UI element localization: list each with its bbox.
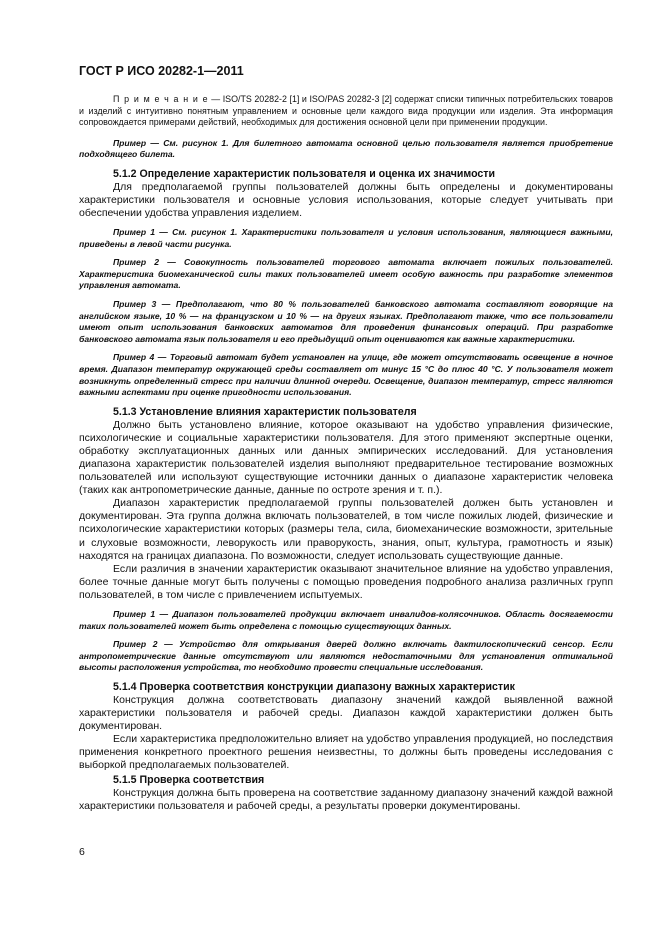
section-paragraph: Если характеристика предположительно влияет на удобство управления продукцией, но последствия применения конкретного проектного решения неизвестны, то должны быть проведены исследования с выборкой предполагаемых пользователей. [79, 733, 613, 772]
section-paragraph: Диапазон характеристик предполагаемой группы пользователей должен быть установлен и документирован. Эта группа должна включать пользователей, в том числе пожилых людей, физические и психологические характеристики которых (размеры тела, сила, биомеханические возможности, зрительные и слуховые возможности, леворукость или праворукость, знания, опыт, культура, грамотность и язык) находятся на границах диапазона. По возможности, следует использовать существующие данные. [79, 497, 613, 562]
example-paragraph: Пример 1 — См. рисунок 1. Характеристики пользователя и условия использования, являющиеся важными, приведены в левой части рисунка. [79, 226, 613, 249]
section-paragraph: Для предполагаемой группы пользователей должны быть определены и документированы характеристики пользователя и основные условия использования, которые следует учитывать при обеспечении удобства управления изделием. [79, 180, 613, 219]
section-paragraph: Конструкция должна быть проверена на соответствие заданному диапазону значений каждой важной характеристики пользователя и рабочей среды, а результаты проверки документированы. [79, 786, 613, 812]
example-paragraph: Пример 3 — Предполагают, что 80 % пользователей банковского автомата составляют говорящие на английском языке, 10 % — на французском и 10 % — на других языках. Предполагают также, что все пользователи имеют опыт использования банковских автоматов для проведения финансовых операций. При разработке банковского автомата язык пользователя и его предыдущий опыт оцениваются как важные характеристики. [79, 298, 613, 344]
example-paragraph: Пример 2 — Совокупность пользователей торгового автомата включает пожилых пользователей. Характеристика биомеханической силы таких пользователей имеет особую важность при разработке элементов управления автомата. [79, 257, 613, 291]
section-paragraph: Если различия в значении характеристик оказывают значительное влияние на удобство управления, более точные данные могут быть получены с помощью проведения подробного анализа различных групп пользователей, в том числе с привлечением испытуемых. [79, 562, 613, 601]
document-header: ГОСТ Р ИСО 20282-1—2011 [79, 64, 244, 78]
example-paragraph: Пример 2 — Устройство для открывания дверей должно включать дактилоскопический сенсор. Если антропометрические данные отсутствуют или являются недостаточными для установления оптимальной высоты расположения устройства, то необходимо провести специальные исследования. [79, 639, 613, 673]
page-number: 6 [79, 846, 85, 858]
note-label: П р и м е ч а н и е [113, 94, 209, 104]
section-heading-5-1-2: 5.1.2 Определение характеристик пользователя и оценка их значимости [113, 167, 496, 180]
note-paragraph [79, 94, 613, 129]
note-text: — ISO/TS 20282-2 [1] и ISO/PAS 20282-3 [2] содержат списки типичных потребительских товаров и изделий с интуитивно понятным управлением и основные цели каждого вида продукции или изделия. Эта информация сопровождается примерами действий, необходимых для достижения основной цели при применении продукции. [79, 94, 613, 127]
example-paragraph: Пример — См. рисунок 1. Для билетного автомата основной целью пользователя является приобретение подходящего билета. [79, 137, 613, 160]
section-paragraph: Конструкция должна соответствовать диапазону значений каждой выявленной важной характеристики пользователя и рабочей среды. Диапазон каждой характеристики должен быть документирован. [79, 693, 613, 733]
document-body [79, 94, 613, 813]
section-heading-5-1-4: 5.1.4 Проверка соответствия конструкции диапазону важных характеристик [113, 680, 515, 693]
example-paragraph: Пример 4 — Торговый автомат будет установлен на улице, где может отсутствовать освещение в ночное время. Диапазон температур окружающей среды составляет от минус 15 °С до плюс 40 °С. У пользователя может возникнуть определенный стресс при наличии длинной очереди. Освещение, диапазон температур, стресс являются важными аспектами при оценке пригодности использования. [79, 352, 613, 398]
section-heading-5-1-5: 5.1.5 Проверка соответствия [113, 773, 265, 786]
example-paragraph: Пример 1 — Диапазон пользователей продукции включает инвалидов-колясочников. Область досягаемости таких пользователей может быть определена с помощью существующих данных. [79, 609, 613, 631]
section-paragraph: Должно быть установлено влияние, которое оказывают на удобство управления физические, психологические и социальные характеристики пользователя. Для этого применяют экспертные оценки, обработку эксплуатационных данных или данных эмпирических исследований. Для установления диапазона характеристик пользователей изделия выполняют предварительное тестирование возможных пользователей или используют существующие источники данных о диапазоне характеристик человека (таких как антропометрические данные, данные по остроте зрения и т. п.). [79, 418, 613, 497]
section-heading-5-1-3: 5.1.3 Установление влияния характеристик пользователя [113, 405, 417, 418]
